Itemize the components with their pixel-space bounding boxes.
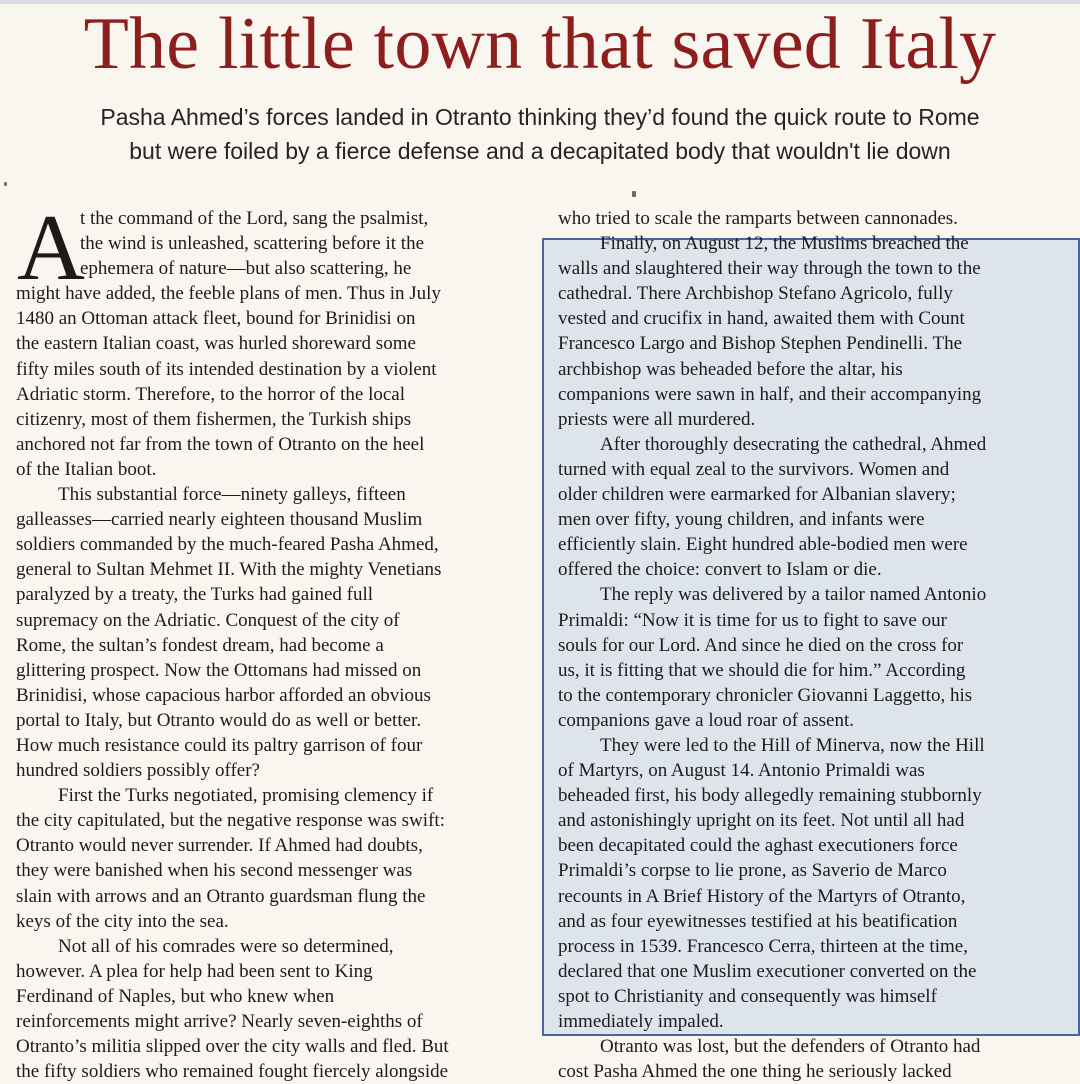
text-line: walls and slaughtered their way through the town to the — [558, 258, 981, 280]
text-line: slain with arrows and an Otranto guardsman flung the — [16, 885, 426, 907]
text-line: Ferdinand of Naples, but who knew when — [16, 985, 335, 1007]
text-line: they were banished when his second messenger was — [16, 860, 413, 882]
text-line: supremacy on the Adriatic. Conquest of the city of — [16, 609, 400, 631]
text-line: souls for our Lord. And since he died on the cross for — [558, 634, 964, 656]
deck — [0, 100, 1080, 168]
text-line: recounts in A Brief History of the Martyrs of Otranto, — [558, 885, 966, 907]
text-line: might have added, the feeble plans of men. Thus in July — [16, 283, 441, 305]
text-line: priests were all murdered. — [558, 408, 756, 430]
text-line: glittering prospect. Now the Ottomans had missed on — [16, 659, 422, 681]
deck-line: Pasha Ahmed’s forces landed in Otranto thinking they’d found the quick route to Rome — [100, 104, 980, 130]
text-line: the wind is unleashed, scattering before it the — [80, 233, 425, 255]
text-line: offered the choice: convert to Islam or die. — [558, 559, 882, 581]
text-line: hundred soldiers possibly offer? — [16, 760, 260, 782]
text-line: the eastern Italian coast, was hurled shoreward some — [16, 333, 416, 355]
text-line: companions were sawn in half, and their accompanying — [558, 383, 982, 405]
text-line: turned with equal zeal to the survivors. Women and — [558, 458, 950, 480]
text-line: They were led to the Hill of Minerva, now the Hill — [600, 734, 985, 756]
text-line: efficiently slain. Eight hundred able-bodied men were — [558, 534, 968, 556]
text-line: to the contemporary chronicler Giovanni Laggetto, his — [558, 684, 973, 706]
text-line: Adriatic storm. Therefore, to the horror of the local — [16, 383, 406, 405]
text-line: who tried to scale the ramparts between cannonades. — [558, 208, 958, 229]
text-line: been decapitated could the aghast executioners force — [558, 835, 958, 857]
text-line: 1480 an Ottoman attack fleet, bound for Brinidisi on — [16, 308, 416, 330]
text-line: anchored not far from the town of Otranto on the heel — [16, 433, 425, 455]
text-line: Not all of his comrades were so determined, — [58, 935, 394, 957]
text-line: soldiers commanded by the much-feared Pasha Ahmed, — [16, 534, 439, 556]
text-line: Otranto was lost, but the defenders of Otranto had — [600, 1036, 981, 1058]
text-line: archbishop was beheaded before the altar, his — [558, 358, 903, 380]
text-line: Primaldi’s corpse to lie prone, as Saverio de Marco — [558, 860, 947, 882]
text-line: Brinidisi, whose capacious harbor afforded an obvious — [16, 684, 431, 706]
text-line: the fifty soldiers who remained fought fiercely alongside — [16, 1061, 449, 1083]
text-line: men over fifty, young children, and infants were — [558, 509, 925, 531]
text-line: paralyzed by a treaty, the Turks had gained full — [16, 584, 374, 606]
text-line: fifty miles south of its intended destination by a violent — [16, 358, 437, 380]
text-line: however. A plea for help had been sent to King — [16, 960, 373, 982]
text-line: the city capitulated, but the negative response was swift: — [16, 810, 445, 832]
left-column — [16, 196, 526, 1084]
text-line: general to Sultan Mehmet II. With the mighty Venetians — [16, 559, 442, 581]
text-line: t the command of the Lord, sang the psalmist, — [80, 208, 429, 229]
deck-line: but were foiled by a fierce defense and a decapitated body that wouldn't lie down — [129, 138, 951, 164]
text-line: galleasses—carried nearly eighteen thousand Muslim — [16, 509, 423, 531]
text-line: of Martyrs, on August 14. Antonio Primaldi was — [558, 760, 925, 782]
text-line: Primaldi: “Now it is time for us to fight to save our — [558, 609, 947, 631]
text-line: immediately impaled. — [558, 1011, 724, 1032]
text-line: process in 1539. Francesco Cerra, thirteen at the time, — [558, 935, 968, 957]
text-line: reinforcements might arrive? Nearly seven-eighths of — [16, 1011, 423, 1032]
text-line: portal to Italy, but Otranto would do as well or better. — [16, 709, 422, 731]
stray-mark — [4, 182, 7, 186]
text-line: of the Italian boot. — [16, 458, 157, 480]
headline: The little town that saved Italy — [83, 3, 997, 85]
text-line: ephemera of nature—but also scattering, he — [80, 258, 412, 280]
text-line: The reply was delivered by a tailor named Antonio — [600, 584, 987, 606]
text-line: Otranto would never surrender. If Ahmed had doubts, — [16, 835, 423, 857]
text-line: This substantial force—ninety galleys, fifteen — [58, 484, 406, 506]
text-line: How much resistance could its paltry garrison of four — [16, 734, 423, 756]
text-line: cost Pasha Ahmed the one thing he seriously lacked — [558, 1061, 952, 1083]
text-line: Rome, the sultan’s fondest dream, had become a — [16, 634, 384, 656]
text-line: Otranto’s militia slipped over the city walls and fled. But — [16, 1036, 449, 1058]
text-line: us, it is fitting that we should die for him.” According — [558, 659, 966, 681]
drop-cap: A — [17, 196, 85, 300]
text-line: and astonishingly upright on its feet. Not until all had — [558, 810, 965, 832]
right-column — [558, 206, 1076, 1084]
text-line: Francesco Largo and Bishop Stephen Pendinelli. The — [558, 333, 963, 355]
text-line: citizenry, most of them fishermen, the Turkish ships — [16, 408, 412, 430]
text-line: companions gave a loud roar of assent. — [558, 709, 854, 731]
stray-mark — [632, 191, 636, 197]
text-line: First the Turks negotiated, promising clemency if — [58, 785, 434, 807]
text-line: cathedral. There Archbishop Stefano Agricolo, fully — [558, 283, 953, 305]
text-line: vested and crucifix in hand, awaited them with Count — [558, 308, 965, 330]
text-line: spot to Christianity and consequently was himself — [558, 985, 937, 1007]
text-line: beheaded first, his body allegedly remaining stubbornly — [558, 785, 982, 807]
text-line: keys of the city into the sea. — [16, 910, 229, 932]
text-line: and as four eyewitnesses testified at his beatification — [558, 910, 958, 932]
text-line: declared that one Muslim executioner converted on the — [558, 960, 977, 982]
text-line: older children were earmarked for Albanian slavery; — [558, 484, 956, 506]
text-line: Finally, on August 12, the Muslims breached the — [600, 233, 969, 255]
text-line: After thoroughly desecrating the cathedral, Ahmed — [600, 433, 987, 455]
